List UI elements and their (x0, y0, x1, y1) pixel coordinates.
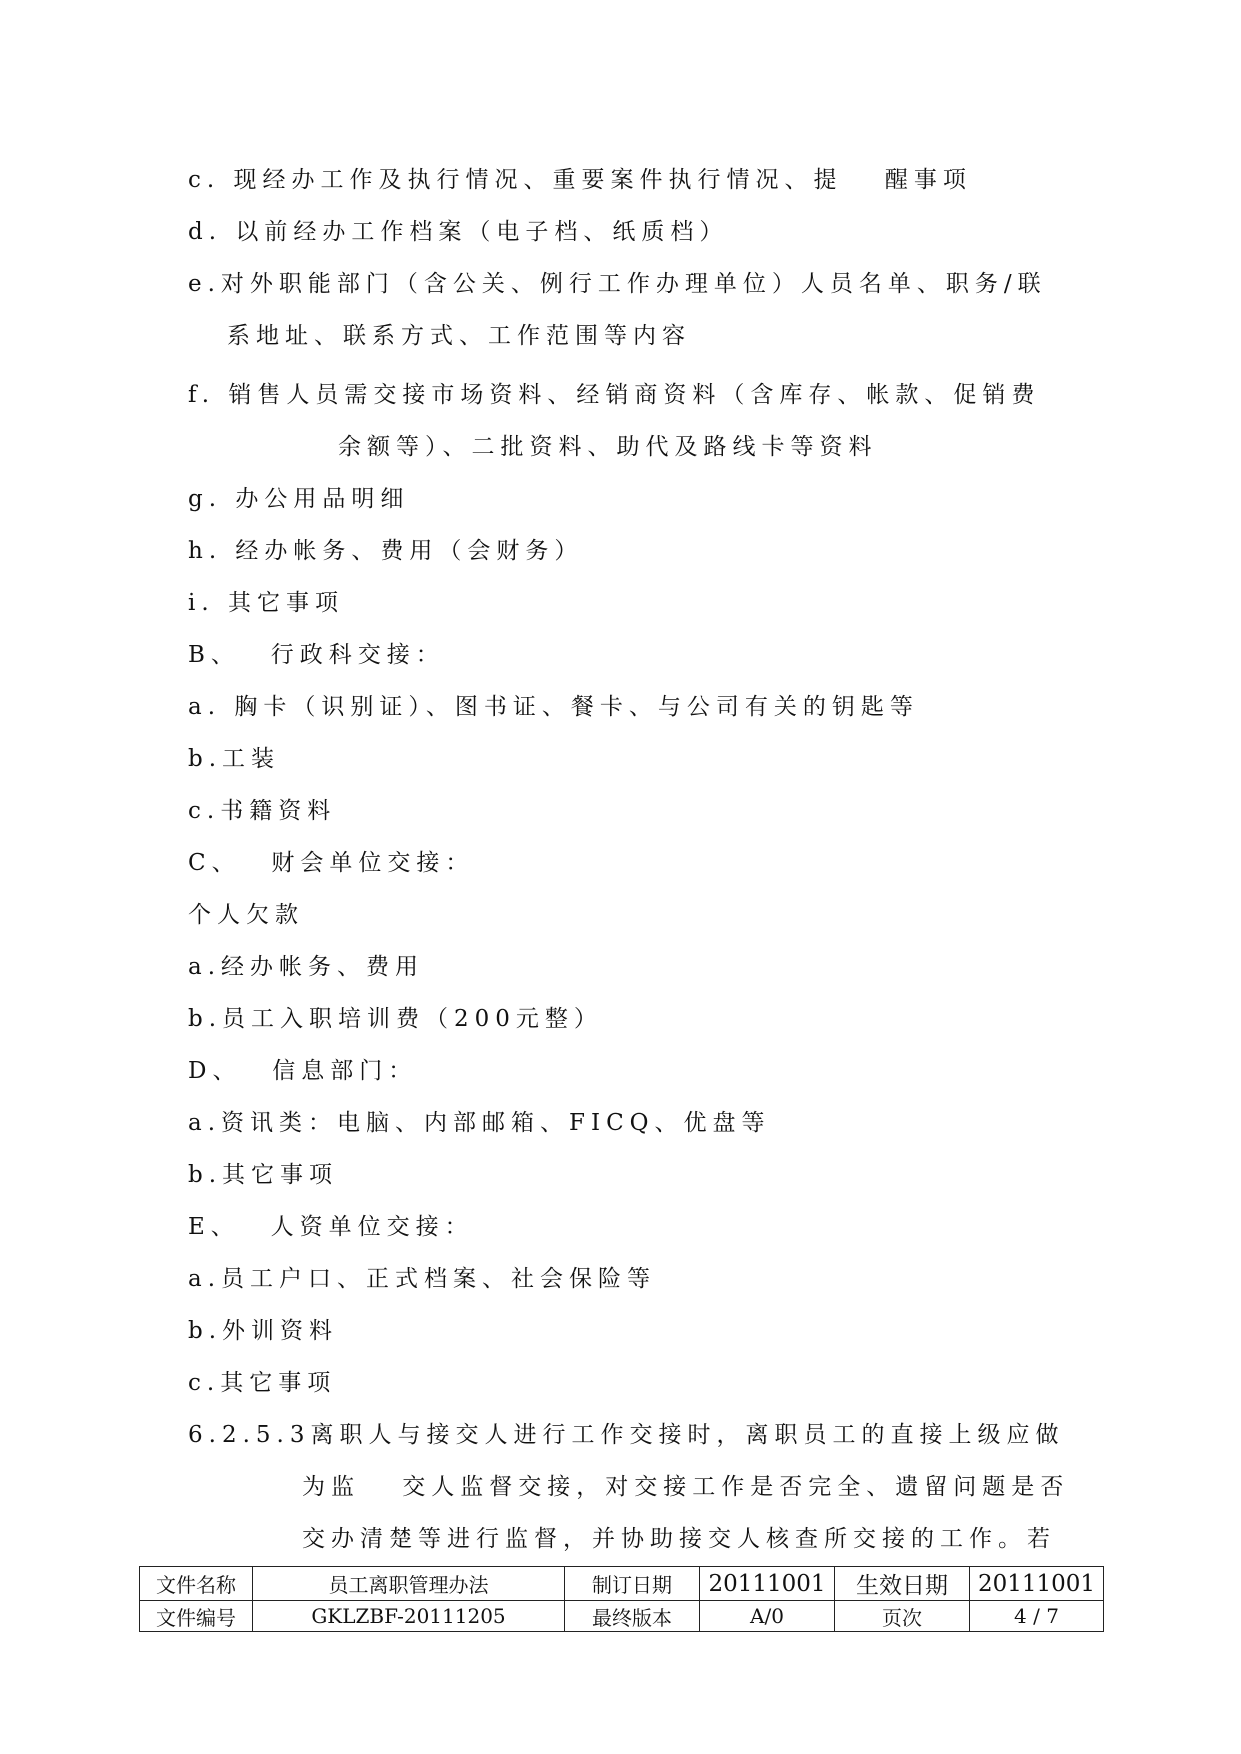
section-heading: B、 行政科交接： (188, 642, 445, 668)
text-line: b.工装 (188, 746, 281, 772)
text-line: g. 办公用品明细 (188, 486, 410, 512)
section-heading: C、 财会单位交接： (188, 850, 475, 876)
text-line: b.外训资料 (188, 1318, 339, 1344)
text-line: a. 胸卡（识别证）、图书证、餐卡、与公司有关的钥匙等 (188, 694, 919, 720)
text-line: f. 销售人员需交接市场资料、经销商资料（含库存、帐款、促销费 (188, 382, 1041, 408)
section-heading: E、 人资单位交接： (188, 1214, 474, 1240)
text-line: b.员工入职培训费（200元整） (188, 1006, 603, 1032)
text-line: i. 其它事项 (188, 590, 344, 616)
effective-date-value: 20111001 (970, 1567, 1104, 1601)
text-line: 余额等）、二批资料、助代及路线卡等资料 (338, 434, 878, 460)
final-version-value: A/0 (700, 1601, 835, 1632)
text-line: a.经办帐务、费用 (188, 954, 425, 980)
text-line: b.其它事项 (188, 1162, 339, 1188)
text-line: c. 现经办工作及执行情况、重要案件执行情况、提 醒事项 (188, 167, 972, 193)
doc-number-label: 文件编号 (140, 1601, 253, 1632)
text-line: a.员工户口、正式档案、社会保险等 (188, 1266, 657, 1292)
paragraph-line: 交办清楚等进行监督，并协助接交人核查所交接的工作。若 (302, 1526, 1056, 1552)
page-label: 页次 (835, 1601, 970, 1632)
doc-number-value: GKLZBF-20111205 (253, 1601, 565, 1632)
doc-name-label: 文件名称 (140, 1567, 253, 1601)
text-line: 个人欠款 (188, 902, 304, 928)
final-version-label: 最终版本 (565, 1601, 700, 1632)
paragraph-line: 6.2.5.3离职人与接交人进行工作交接时，离职员工的直接上级应做 (188, 1422, 1065, 1448)
doc-name-value: 员工离职管理办法 (253, 1567, 565, 1601)
text-line: c.其它事项 (188, 1370, 337, 1396)
section-heading: D、 信息部门： (188, 1058, 418, 1084)
text-line: c.书籍资料 (188, 798, 337, 824)
footer-row (140, 1567, 1104, 1601)
paragraph-line: 为监 交人监督交接，对交接工作是否完全、遗留问题是否 (302, 1474, 1070, 1500)
text-line: e.对外职能部门（含公关、例行工作办理单位）人员名单、职务/联 (188, 271, 1047, 297)
text-line: d. 以前经办工作档案（电子档、纸质档） (188, 219, 729, 245)
footer-row (140, 1601, 1104, 1632)
document-footer-table (139, 1566, 1104, 1632)
text-line: 系地址、联系方式、工作范围等内容 (227, 323, 691, 349)
drafted-date-value: 20111001 (700, 1567, 835, 1601)
text-line: h. 经办帐务、费用（会财务） (188, 538, 584, 564)
page-number: 4 / 7 (970, 1601, 1104, 1632)
text-line: a.资讯类：电脑、内部邮箱、FICQ、优盘等 (188, 1110, 771, 1136)
effective-date-label: 生效日期 (835, 1567, 970, 1601)
drafted-date-label: 制订日期 (565, 1567, 700, 1601)
